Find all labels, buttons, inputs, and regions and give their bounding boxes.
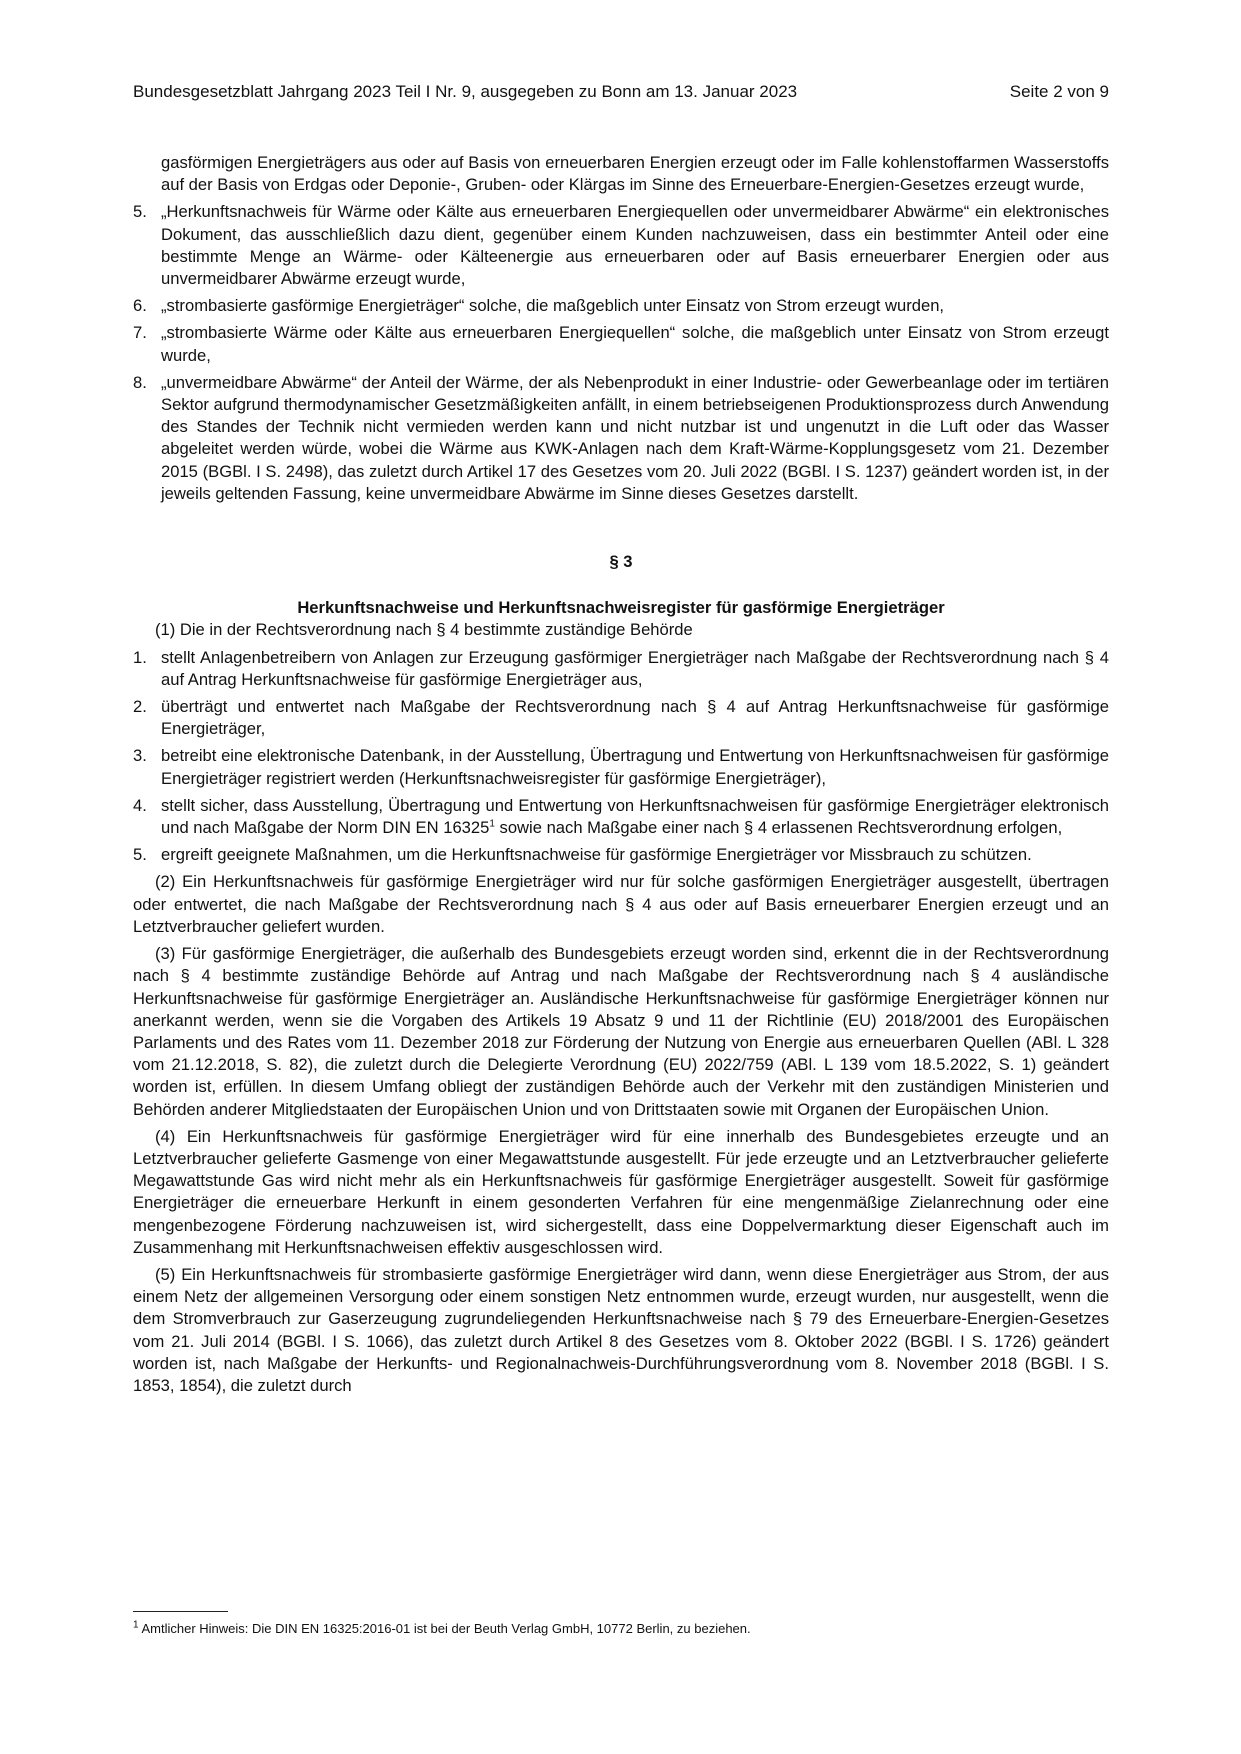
- item-number: 5.: [133, 845, 147, 865]
- footnote-marker: 1: [133, 1619, 139, 1631]
- definition-item: [133, 295, 1109, 317]
- definition-item: [133, 372, 1109, 505]
- section-title: Herkunftsnachweise und Herkunftsnachweisregister für gasförmige Energieträger: [297, 598, 945, 618]
- item-text: [161, 795, 1109, 839]
- list-item: [133, 795, 1109, 839]
- item-number: 5.: [133, 202, 147, 222]
- paragraph-5: (5) Ein Herkunftsnachweis für strombasierte gasförmige Energieträger wird dann, wenn diese Energieträger aus Strom, der aus einem Netz der allgemeinen Versorgung oder einem sonstigen Netz entnommen wurde, erzeugt wurden, nur ausgestellt, wenn die dem Stromverbrauch zur Gaserzeugung zugrundeliegenden Herkunftsnachweise nach § 79 des Erneuerbare-Energien-Gesetzes vom 21. Juli 2014 (BGBl. I S. 1066), das zuletzt durch Artikel 8 des Gesetzes vom 8. Oktober 2022 (BGBl. I S. 1726) geändert worden ist, nach Maßgabe der Herkunfts- und Regionalnachweis-Durchführungsverordnung vom 8. November 2018 (BGBl. I S. 1853, 1854), die zuletzt durch: [133, 1264, 1109, 1395]
- footnote-reference[interactable]: 1: [489, 818, 495, 830]
- item-text: „strombasierte gasförmige Energieträger“ solche, die maßgeblich unter Einsatz von Strom erzeugt wurden,: [161, 296, 945, 316]
- footnote-text: Amtlicher Hinweis: Die DIN EN 16325:2016-01 ist bei der Beuth Verlag GmbH, 10772 Berlin, zu beziehen.: [141, 1621, 751, 1636]
- paragraph-4: (4) Ein Herkunftsnachweis für gasförmige Energieträger wird für eine innerhalb des Bundesgebietes erzeugte und an Letztverbraucher gelieferte Gasmenge von einer Megawattstunde ausgestellt. Für jede erzeugte und an Letztverbraucher gelieferte Megawattstunde Gas wird nicht mehr als ein Herkunftsnachweis für gasförmige Energieträger ausgestellt. Soweit für gasförmige Energieträger die erneuerbare Herkunft in einem gesonderten Verfahren für eine mengenmäßige Zielanrechnung oder eine mengenbezogene Förderung nachzuweisen ist, wird sichergestellt, dass eine Doppelvermarktung dieser Eigenschaft auch im Zusammenhang mit Herkunftsnachweisen effektiv ausgeschlossen wird.: [133, 1126, 1109, 1257]
- list-item: [133, 647, 1109, 691]
- list-item: [133, 696, 1109, 740]
- item-text-after-footnote: sowie nach Maßgabe einer nach § 4 erlassenen Rechtsverordnung erfolgen,: [494, 818, 1063, 838]
- item-text: stellt Anlagenbetreibern von Anlagen zur Erzeugung gasförmiger Energieträger nach Maßgabe der Rechtsverordnung nach § 4 auf Antrag Herkunftsnachweise für gasförmige Energieträger aus,: [161, 647, 1109, 689]
- list-item: [133, 745, 1109, 789]
- header-publication: Bundesgesetzblatt Jahrgang 2023 Teil I Nr. 9, ausgegeben zu Bonn am 13. Januar 2023: [133, 82, 798, 101]
- paragraph-3: (3) Für gasförmige Energieträger, die außerhalb des Bundesgebiets erzeugt worden sind, erkennt die in der Rechtsverordnung nach § 4 bestimmte zuständige Behörde auf Antrag und nach Maßgabe der Rechtsverordnung nach § 4 ausländische Herkunftsnachweise für gasförmige Energieträger an. Ausländische Herkunftsnachweise für gasförmige Energieträger können nur anerkannt werden, wenn sie die Vorgaben des Artikels 19 Absatz 9 und 11 der Richtlinie (EU) 2018/2001 des Europäischen Parlaments und des Rates vom 11. Dezember 2018 zur Förderung der Nutzung von Energie aus erneuerbaren Quellen (ABl. L 328 vom 21.12.2018, S. 82), die zuletzt durch die Delegierte Verordnung (EU) 2022/759 (ABl. L 139 vom 18.5.2022, S. 1) geändert worden ist, erfüllen. In diesem Umfang obliegt der zuständigen Behörde auch der Verkehr mit den zuständigen Ministerien und Behörden anderer Mitgliedstaaten der Europäischen Union und von Drittstaaten sowie mit Organen der Europäischen Union.: [133, 944, 1109, 1119]
- item-number: 7.: [133, 323, 147, 343]
- item-text: „strombasierte Wärme oder Kälte aus erneuerbaren Energiequellen“ solche, die maßgeblich unter Einsatz von Strom erzeugt wurde,: [161, 323, 1109, 365]
- item-number: 6.: [133, 296, 147, 316]
- item-text-before-footnote: stellt sicher, dass Ausstellung, Übertragung und Entwertung von Herkunftsnachweisen für gasförmige Energieträger elektronisch und nach Maßgabe der Norm DIN EN 16325: [161, 795, 1109, 838]
- item-number: 1.: [133, 647, 147, 667]
- item-number: 2.: [133, 697, 147, 717]
- list-item: [133, 844, 1109, 866]
- item-number: 3.: [133, 746, 147, 766]
- definition-item: [133, 322, 1109, 366]
- item-number: 4.: [133, 795, 147, 815]
- item-text: überträgt und entwertet nach Maßgabe der Rechtsverordnung nach § 4 auf Antrag Herkunftsnachweise für gasförmige Energieträger,: [161, 697, 1109, 739]
- header-page-number: Seite 2 von 9: [1009, 82, 1109, 101]
- document-body: [133, 152, 1109, 1397]
- item-text: „Herkunftsnachweis für Wärme oder Kälte aus erneuerbaren Energiequellen oder unvermeidbarer Abwärme“ ein elektronisches Dokument, das ausschließlich dazu dient, gegenüber einem Kunden nachzuweisen, dass ein bestimmter Anteil oder eine bestimmte Menge an Wärme- oder Kälteenergie aus erneuerbaren oder auf Basis erneuerbarer Energien oder aus unvermeidbarer Abwärme erzeugt wurde,: [161, 202, 1109, 289]
- item-text: betreibt eine elektronische Datenbank, in der Ausstellung, Übertragung und Entwertung von Herkunftsnachweisen für gasförmige Energieträger registriert werden (Herkunftsnachweisregister für gasförmige Energieträger),: [161, 746, 1109, 788]
- section-number: § 3: [609, 552, 633, 572]
- footnote-divider: [133, 1611, 228, 1612]
- item-text: „unvermeidbare Abwärme“ der Anteil der Wärme, der als Nebenprodukt in einer Industrie- oder Gewerbeanlage oder im tertiären Sektor aufgrund thermodynamischer Gesetzmäßigkeiten anfällt, in einem betriebseigenen Produktionsprozess durch Anwendung des Standes der Technik nicht vermieden werden kann und nicht nutzbar ist und ungenutzt in die Luft oder das Wasser abgeleitet werden würde, wobei die Wärme aus KWK-Anlagen nach dem Kraft-Wärme-Kopplungsgesetz vom 21. Dezember 2015 (BGBl. I S. 2498), das zuletzt durch Artikel 17 des Gesetzes vom 20. Juli 2022 (BGBl. I S. 1237) geändert worden ist, in der jeweils geltenden Fassung, keine unvermeidbare Abwärme im Sinne dieses Gesetzes darstellt.: [161, 372, 1109, 503]
- item-text: ergreift geeignete Maßnahmen, um die Herkunftsnachweise für gasförmige Energieträger vor Missbrauch zu schützen.: [161, 845, 1032, 865]
- paragraph-intro: (1) Die in der Rechtsverordnung nach § 4 bestimmte zuständige Behörde: [155, 620, 693, 640]
- running-header: [133, 81, 1109, 103]
- paragraph-2: (2) Ein Herkunftsnachweis für gasförmige Energieträger wird nur für solche gasförmigen Energieträger ausgestellt, übertragen oder entwertet, die nach Maßgabe der Rechtsverordnung nach § 4 aus oder auf Basis erneuerbarer Energien erzeugt und an Letztverbraucher geliefert wurden.: [133, 872, 1109, 936]
- definition-item: [133, 201, 1109, 290]
- footnote: [133, 1620, 1109, 1638]
- item-number: 8.: [133, 372, 147, 392]
- definition-continuation: gasförmigen Energieträgers aus oder auf Basis von erneuerbaren Energien erzeugt oder im Falle kohlenstoffarmen Wasserstoffs auf der Basis von Erdgas oder Deponie-, Gruben- oder Klärgas im Sinne des Erneuerbare-Energien-Gesetzes erzeugt wurde,: [161, 153, 1109, 195]
